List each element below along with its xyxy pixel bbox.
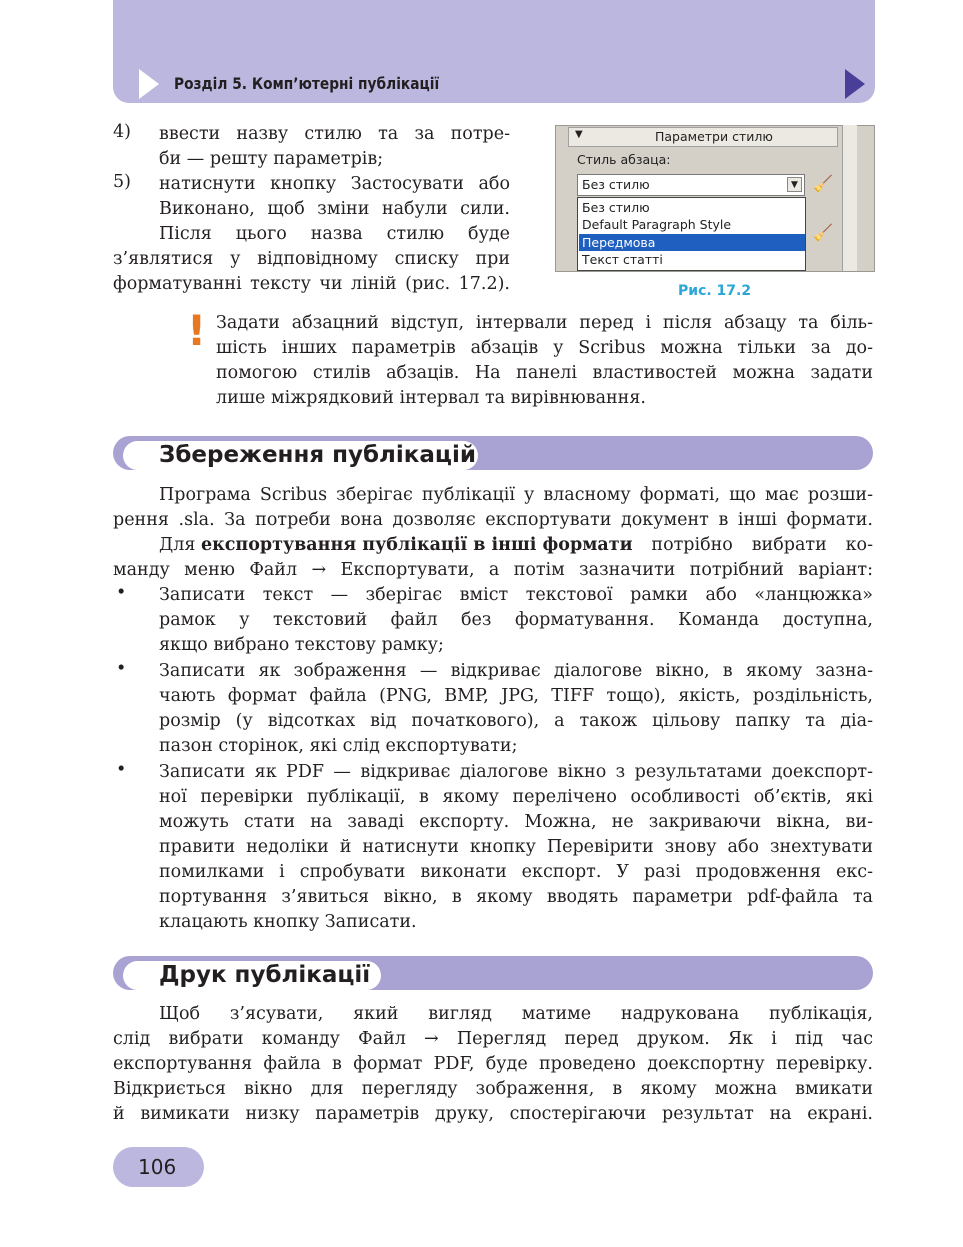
triangle-left-icon [139, 69, 159, 99]
paragraph-style-value: Без стилю [582, 177, 650, 192]
list-item-line: ної перевірки публікації, в якому перелічено особливості об’єктів, які [159, 787, 873, 807]
dropdown-option[interactable]: Текст статті [582, 252, 663, 267]
list-item-line: рамок у текстовий файл без форматування. Команда доступна, [159, 610, 873, 630]
note-line: помогою стилів абзаців. На панелі властивостей можна задати [216, 363, 873, 383]
chevron-down-icon[interactable]: ▼ [787, 177, 802, 192]
section-title: Збереження публікацій [159, 442, 476, 468]
step-text-line: ввести назву стилю та за потре- [159, 124, 510, 144]
paragraph-line: з’являтися у відповідному списку при [113, 249, 510, 269]
list-item-line: Записати як зображення — відкриває діалогове вікно, в якому зазна- [159, 661, 873, 681]
collapse-arrow-icon[interactable]: ▼ [575, 129, 583, 140]
list-item-line: пазон сторінок, які слід експортувати; [159, 736, 518, 756]
text-run: потрібно вибрати ко- [632, 535, 873, 555]
bullet-icon: • [116, 659, 127, 679]
paragraph-line: Щоб з’ясувати, який вигляд матиме надрукована публікація, [159, 1004, 873, 1024]
list-item-line: Записати як PDF — відкриває діалогове вікно з результатами доекспорт- [159, 762, 873, 782]
list-item-line: помилками і спробувати виконати експорт. У разі продовження екс- [159, 862, 873, 882]
brush-icon[interactable]: 🧹 [813, 223, 833, 242]
paragraph-style-label: Стиль абзаца: [577, 152, 671, 167]
note-line: Задати абзацний відступ, інтервали перед і після абзацу та біль- [216, 313, 873, 333]
paragraph-line: експортування файла в формат PDF, буде проведено доекспортну перевірку. [113, 1054, 873, 1074]
list-item-line: правити недоліки й натиснути кнопку Перевірити знову або знехтувати [159, 837, 873, 857]
step-text-line: Виконано, щоб зміни набули сили. [159, 199, 510, 219]
dropdown-option[interactable]: Default Paragraph Style [582, 217, 732, 232]
list-item-line: чають формат файла (PNG, BMP, JPG, TIFF тощо), якість, роздільність, [159, 686, 873, 706]
paragraph-line: Після цього назва стилю буде [159, 224, 510, 244]
paragraph-line: рення .sla. За потреби вона дозволяє експортувати документ в інші формати. [113, 510, 873, 530]
list-item-line: якщо вибрано текстову рамку; [159, 635, 444, 655]
bullet-icon: • [116, 583, 127, 603]
step-text-line: би — решту параметрів; [159, 149, 384, 169]
brush-icon[interactable]: 🧹 [813, 174, 833, 193]
section-title: Друк публікації [159, 962, 371, 988]
panel-title: Параметри стилю [655, 129, 773, 144]
note-line: лише міжрядковий інтервал та вирівнювання. [216, 388, 646, 408]
triangle-right-icon [845, 69, 865, 99]
note-line: шість інших параметрів абзаців у Scribus можна тільки за до- [216, 338, 873, 358]
paragraph-line: манду меню Файл → Експортувати, а потім зазначити потрібний варіант: [113, 560, 873, 580]
paragraph-style-select[interactable] [577, 174, 805, 196]
paragraph-line: слід вибрати команду Файл → Перегляд перед друком. Як і під час [113, 1029, 873, 1049]
panel-scrollbar[interactable] [842, 125, 857, 271]
bullet-icon: • [116, 760, 127, 780]
chapter-title: Розділ 5. Комп’ютерні публікації [174, 74, 440, 93]
list-item-line: можуть стати на заваді експорту. Можна, не закриваючи вікна, ви- [159, 812, 873, 832]
bold-text: експортування публікації в інші формати [200, 535, 633, 555]
step-text-line: натиснути кнопку Застосувати або [159, 174, 510, 194]
dropdown-option[interactable]: Без стилю [582, 200, 650, 215]
panel-titlebar[interactable] [568, 127, 838, 147]
step-number: 4) [113, 122, 131, 142]
figure-caption: Рис. 17.2 [678, 283, 752, 299]
paragraph-line: Програма Scribus зберігає публікації у власному форматі, що має розши- [159, 485, 873, 505]
text-run: Для [159, 535, 201, 555]
paragraph-line: форматуванні тексту чи ліній (рис. 17.2). [113, 274, 510, 294]
list-item-line: портування з’явиться вікно, в якому вводять параметри pdf-файла та [159, 887, 873, 907]
dropdown-option-selected[interactable]: Передмова [579, 234, 805, 251]
paragraph-style-dropdown-list [577, 197, 806, 271]
list-item-line: клацають кнопку Записати. [159, 912, 417, 932]
paragraph-line: й вимикати низку параметрів друку, спостерігаючи результат на екрані. [113, 1104, 873, 1124]
exclamation-icon: ! [187, 306, 207, 355]
page-number: 106 [138, 1155, 177, 1179]
list-item-line: Записати текст — зберігає вміст текстової рамки або «ланцюжка» [159, 585, 873, 605]
paragraph-line [159, 533, 873, 558]
step-number: 5) [113, 172, 131, 192]
list-item-line: розмір (у відсотках від початкового), а також цільову папку та діа- [159, 711, 873, 731]
paragraph-line: Відкриється вікно для перегляду зображення, в якому можна вмикати [113, 1079, 873, 1099]
